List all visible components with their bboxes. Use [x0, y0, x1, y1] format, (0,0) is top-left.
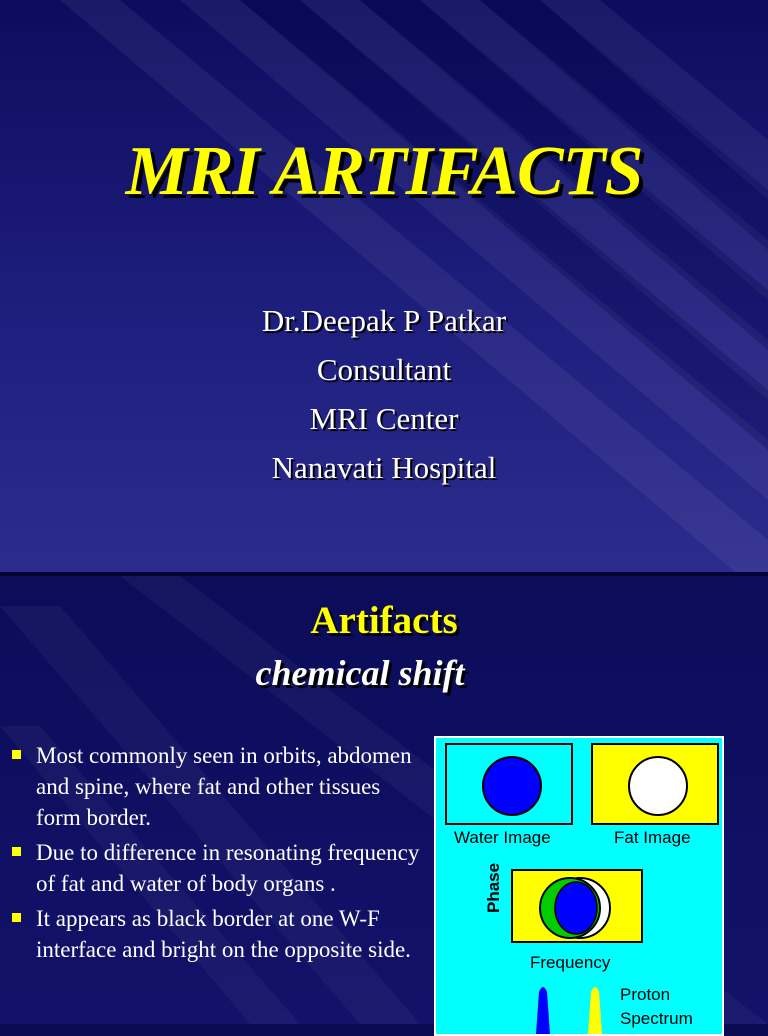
fat-image-label: Fat Image [614, 828, 691, 847]
frequency-axis-label: Frequency [530, 953, 611, 972]
bullet-text: Most commonly seen in orbits, abdomen and spine, where fat and other tissues form border. [36, 743, 412, 830]
diagram-graphics [436, 738, 722, 1034]
author-role: Consultant [316, 352, 452, 387]
phase-axis-label: Phase [484, 862, 503, 913]
slide-title: MRI ARTIFACTS [125, 133, 643, 210]
spectrum-label: Spectrum [620, 1009, 693, 1028]
water-circle [483, 757, 541, 815]
author-name: Dr.Deepak P Patkar [261, 303, 507, 338]
bullet-list [10, 740, 420, 969]
slide-subheading: chemical shift [255, 653, 465, 693]
water-peak [536, 987, 550, 1034]
bullet-square-icon [12, 750, 21, 759]
fat-peak [588, 987, 602, 1034]
bullet-item [10, 837, 420, 899]
bullet-square-icon [12, 847, 21, 856]
bullet-text: Due to difference in resonating frequency of fat and water of body organs . [36, 840, 420, 896]
author-department: MRI Center [309, 401, 459, 436]
water-image-label: Water Image [454, 828, 551, 847]
chemical-shift-diagram [434, 736, 724, 1036]
fat-circle [629, 757, 687, 815]
proton-label: Proton [620, 985, 671, 1004]
combined-overlap-circle [555, 882, 597, 934]
bullet-item [10, 903, 420, 965]
bullet-square-icon [12, 913, 21, 922]
bullet-text: It appears as black border at one W-F interface and bright on the opposite side. [36, 906, 411, 962]
slide-heading: Artifacts [310, 599, 458, 642]
bullet-item [10, 740, 420, 833]
author-institution: Nanavati Hospital [271, 450, 497, 485]
